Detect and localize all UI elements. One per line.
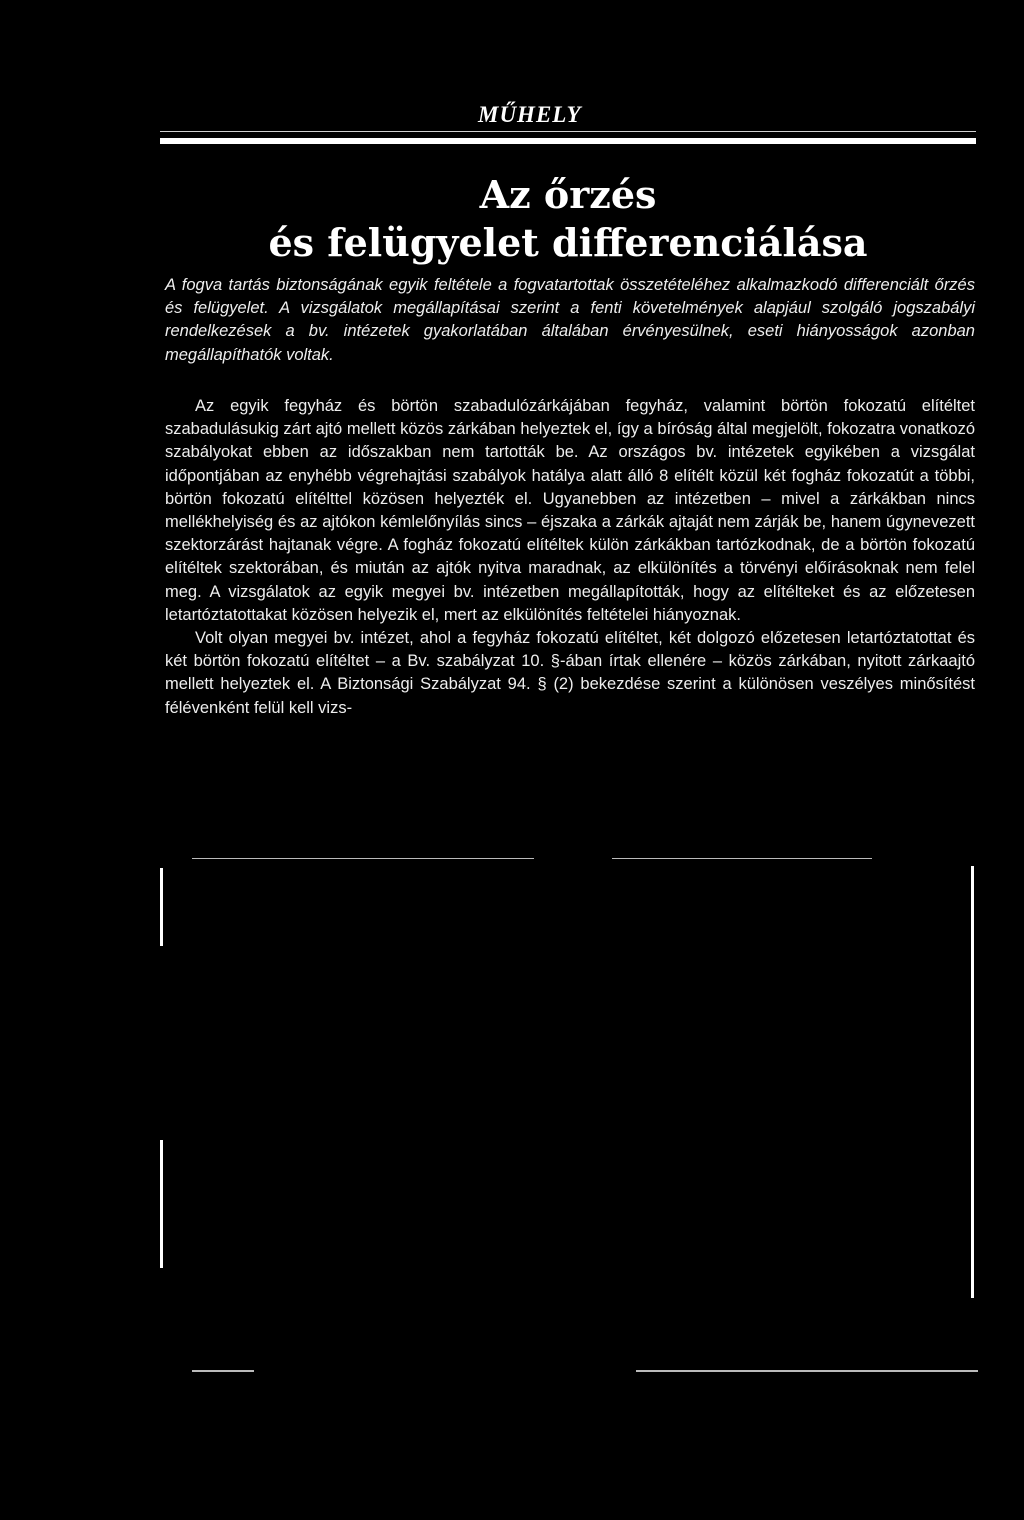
- frame-line-left-upper: [160, 868, 163, 946]
- frame-rule-top-right: [612, 858, 872, 859]
- body-paragraph-2: Volt olyan megyei bv. intézet, ahol a fegyház fokozatú elítéltet, két dolgozó előzetesen letartóztatottat és két börtön fokozatú elítéltet – a Bv. szabályzat 10. §-ában írtak ellenére – közös zárkában, nyitott zárkaajtó mellett helyeztek el. A Biztonsági Szabályzat 94. § (2) bekezdése szerint a különösen veszélyes minősítést félévenként felül kell vizs-: [165, 629, 975, 717]
- article-lead: A fogva tartás biztonságának egyik feltétele a fogvatartottak összetételéhez alkalmazkodó differenciált őrzés és felügyelet. A vizsgálatok megállapításai szerint a fenti követelmények alapjául szolgáló jogszabályi rendelkezések a bv. intézetek gyakorlatában általában érvényesülnek, eseti hiányosságok azonban megállapíthatók voltak.: [165, 276, 975, 364]
- frame-rule-bottom-right: [636, 1370, 978, 1372]
- section-label: MŰHELY: [478, 102, 582, 127]
- header-rule-thin: [160, 131, 976, 132]
- frame-line-left-lower: [160, 1140, 163, 1268]
- frame-rule-bottom-left: [192, 1370, 254, 1372]
- article-title-line-2: és felügyelet differenciálása: [268, 220, 868, 265]
- frame-line-right: [971, 866, 974, 1298]
- article-title-line-1: Az őrzés: [479, 172, 657, 217]
- body-paragraph-1: Az egyik fegyház és börtön szabadulózárkájában fegyház, valamint börtön fokozatú elítéltet szabadulásukig zárt ajtó mellett közös zárkában helyeztek el, így a bíróság által megjelölt, fokozatra vonatkozó szabályokat ebben az időszakban nem tartották be. Az országos bv. intézetek egyikében a vizsgálat időpontjában az enyhébb végrehajtási szabályok hatálya alatt álló 8 elítélt közül két fogház fokozatút a többi, börtön fokozatú elítélttel közösen helyezték el. Ugyanebben az intézetben – mivel a zárkákban nincs mellékhelyiség és az ajtókon kémlelőnyílás sincs – éjszaka a zárkák ajtaját nem zárják be, hanem úgynevezett szektorzárást hajtanak végre. A fogház fokozatú elítéltek külön zárkákban tartózkodnak, de a börtön fokozatú elítéltek szektorában, és miután az ajtók nyitva maradnak, az elkülönítés a törvényi előírásoknak nem felel meg. A vizsgálatok az egyik megyei bv. intézetben megállapították, hogy az elítélteket és az előzetesen letartóztatottakat közösen helyezik el, mert az elkülönítés feltételei hiányoznak.: [165, 397, 975, 624]
- frame-rule-top-left: [192, 858, 534, 859]
- article-body: [165, 395, 975, 720]
- header-rule-thick: [160, 138, 976, 144]
